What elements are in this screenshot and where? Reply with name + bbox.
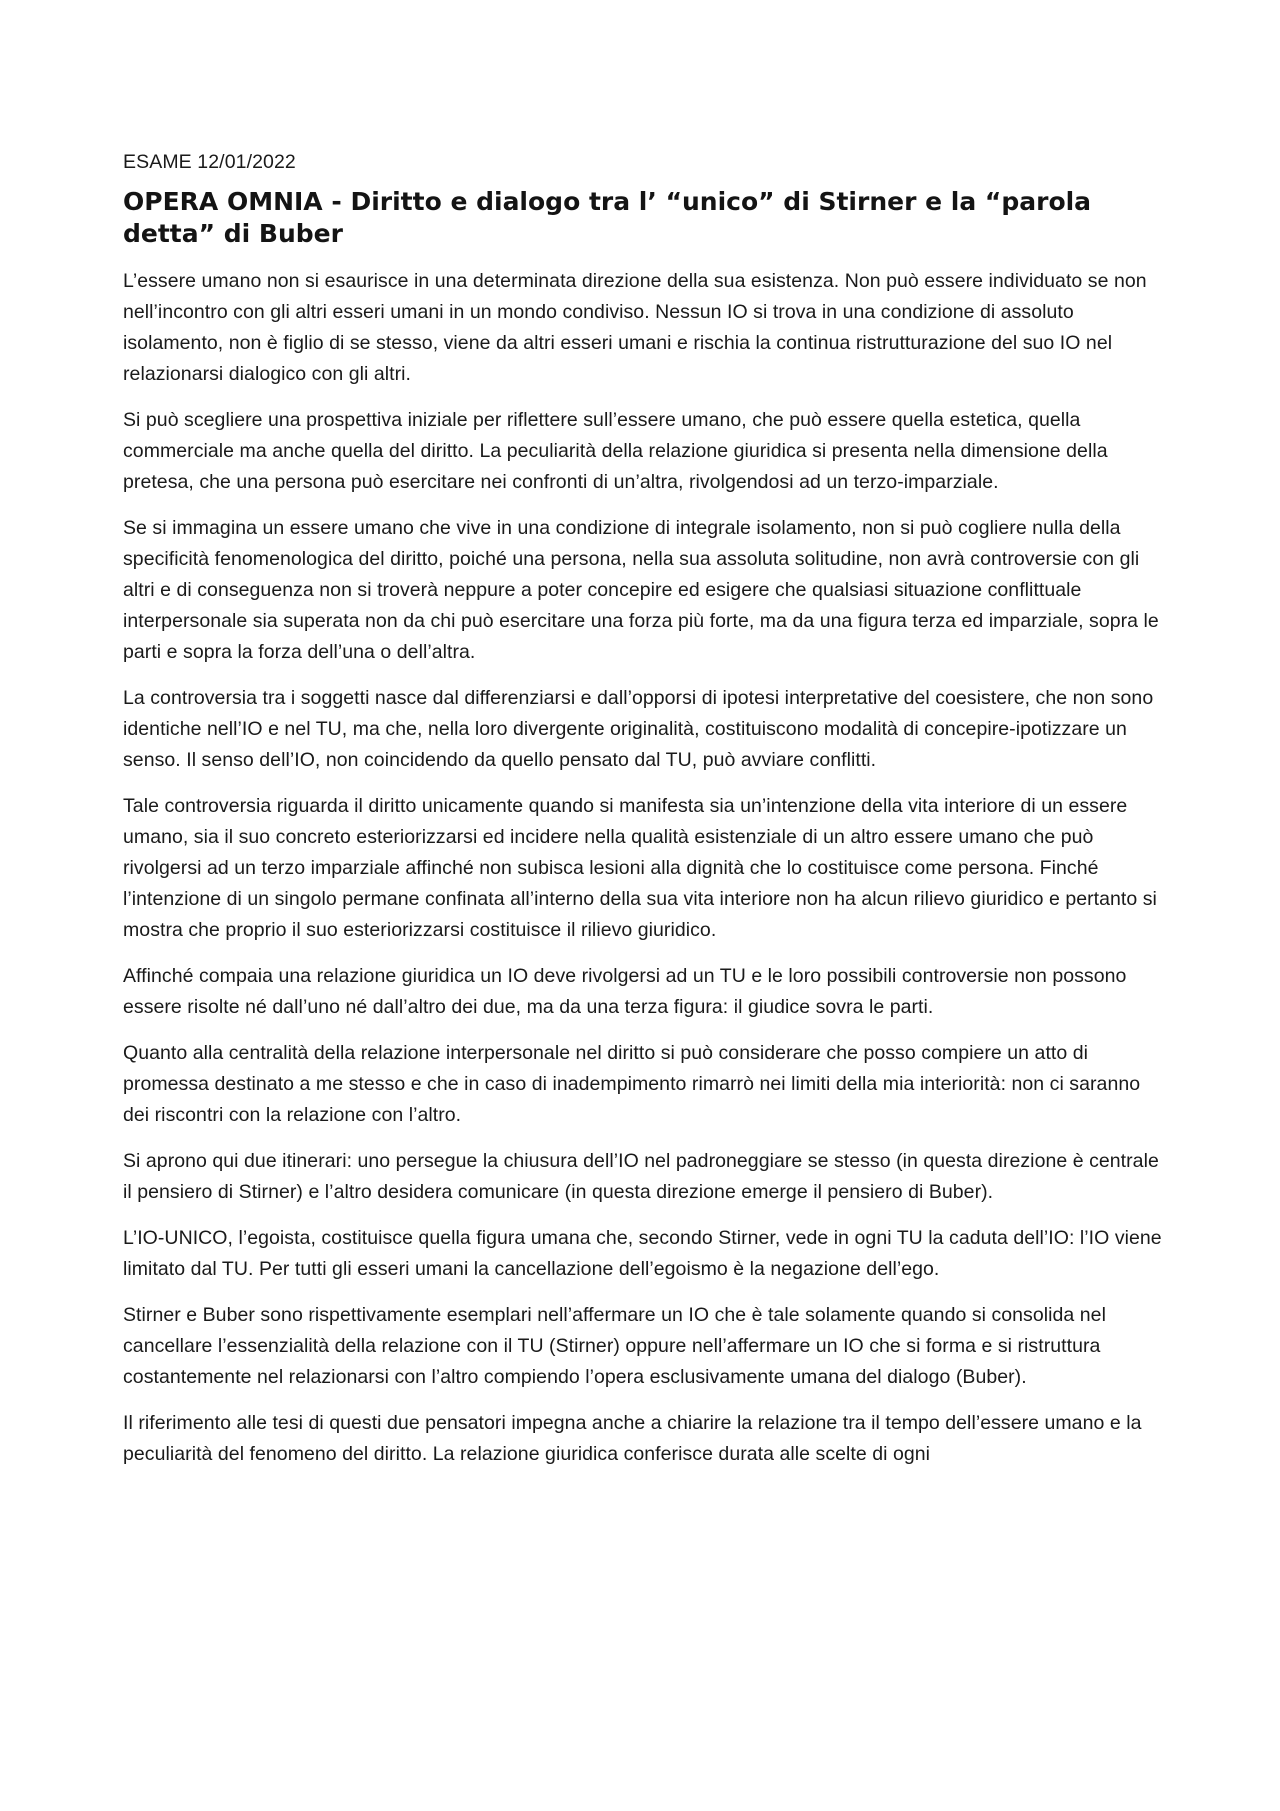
paragraph: La controversia tra i soggetti nasce dal differenziarsi e dall’opporsi di ipotesi interpretative del coesistere, che non sono identiche nell’IO e nel TU, ma che, nella loro divergente originalità, costituiscono modalità di concepire-ipotizzare un senso. Il senso dell’IO, non coincidendo da quello pensato dal TU, può avviare conflitti. [123, 687, 1154, 771]
paragraph: Se si immagina un essere umano che vive in una condizione di integrale isolamento, non si può cogliere nulla della specificità fenomenologica del diritto, poiché una persona, nella sua assoluta solitudine, non avrà controversie con gli altri e di conseguenza non si troverà neppure a poter concepire ed esigere che qualsiasi situazione conflittuale interpersonale sia superata non da chi può esercitare una forza più forte, ma da una figura terza ed imparziale, sopra le parti e sopra la forza dell’una o dell’altra. [123, 517, 1159, 663]
paragraph: Affinché compaia una relazione giuridica un IO deve rivolgersi ad un TU e le loro possibili controversie non possono essere risolte né dall’uno né dall’altro dei due, ma da una terza figura: il giudice sovra le parti. [123, 965, 1127, 1018]
document-page [123, 148, 1163, 1485]
paragraph: L’essere umano non si esaurisce in una determinata direzione della sua esistenza. Non può essere individuato se non nell’incontro con gli altri esseri umani in un mondo condiviso. Nessun IO si trova in una condizione di assoluto isolamento, non è figlio di se stesso, viene da altri esseri umani e rischia la continua ristrutturazione del suo IO nel relazionarsi dialogico con gli altri. [123, 270, 1147, 385]
document-title: OPERA OMNIA - Diritto e dialogo tra l’ “unico” di Stirner e la “parola detta” di Buber [123, 187, 1092, 248]
paragraph: Il riferimento alle tesi di questi due pensatori impegna anche a chiarire la relazione tra il tempo dell’essere umano e la peculiarità del fenomeno del diritto. La relazione giuridica conferisce durata alle scelte di ogni [123, 1412, 1142, 1465]
exam-date: ESAME 12/01/2022 [123, 151, 296, 173]
paragraph: L’IO-UNICO, l’egoista, costituisce quella figura umana che, secondo Stirner, vede in ogni TU la caduta dell’IO: l’IO viene limitato dal TU. Per tutti gli esseri umani la cancellazione dell’egoismo è la negazione dell’ego. [123, 1227, 1162, 1280]
paragraph: Si può scegliere una prospettiva iniziale per riflettere sull’essere umano, che può essere quella estetica, quella commerciale ma anche quella del diritto. La peculiarità della relazione giuridica si presenta nella dimensione della pretesa, che una persona può esercitare nei confronti di un’altra, rivolgendosi ad un terzo-imparziale. [123, 409, 1108, 493]
paragraph: Tale controversia riguarda il diritto unicamente quando si manifesta sia un’intenzione della vita interiore di un essere umano, sia il suo concreto esteriorizzarsi ed incidere nella qualità esistenziale di un altro essere umano che può rivolgersi ad un terzo imparziale affinché non subisca lesioni alla dignità che lo costituisce come persona. Finché l’intenzione di un singolo permane confinata all’interno della sua vita interiore non ha alcun rilievo giuridico e pertanto si mostra che proprio il suo esteriorizzarsi costituisce il rilievo giuridico. [123, 795, 1157, 941]
paragraph: Stirner e Buber sono rispettivamente esemplari nell’affermare un IO che è tale solamente quando si consolida nel cancellare l’essenzialità della relazione con il TU (Stirner) oppure nell’affermare un IO che si forma e si ristruttura costantemente nel relazionarsi con l’altro compiendo l’opera esclusivamente umana del dialogo (Buber). [123, 1304, 1106, 1388]
paragraph: Si aprono qui due itinerari: uno persegue la chiusura dell’IO nel padroneggiare se stesso (in questa direzione è centrale il pensiero di Stirner) e l’altro desidera comunicare (in questa direzione emerge il pensiero di Buber). [123, 1150, 1159, 1203]
paragraph: Quanto alla centralità della relazione interpersonale nel diritto si può considerare che posso compiere un atto di promessa destinato a me stesso e che in caso di inadempimento rimarrò nei limiti della mia interiorità: non ci saranno dei riscontri con la relazione con l’altro. [123, 1042, 1141, 1126]
